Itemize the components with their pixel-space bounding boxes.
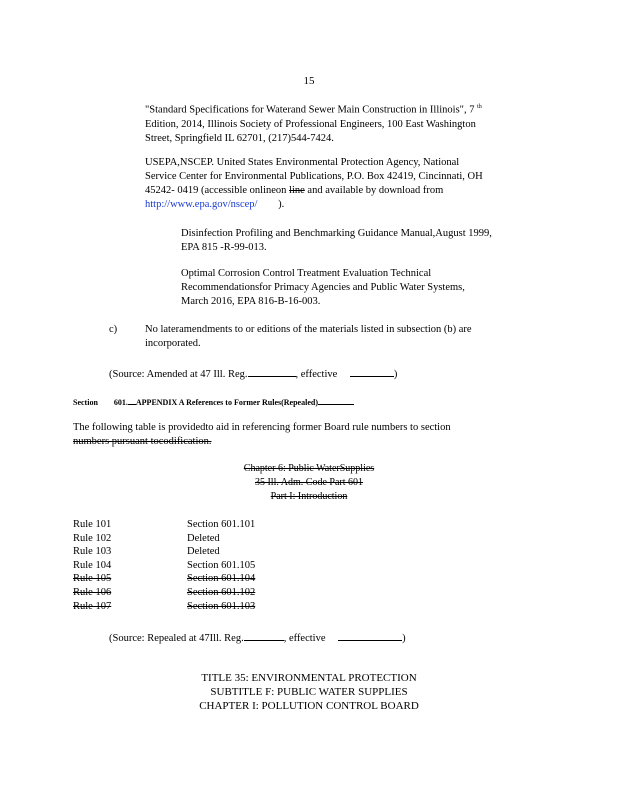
ref-line: 45242- 0419 (accessible onlineon [145, 185, 287, 196]
source-note-repealed [109, 630, 406, 646]
item-c-line: No lateramendments to or editions of the materials listed in subsection (b) are [145, 324, 472, 335]
section-word: Section [73, 398, 98, 407]
source-text: (Source: Repealed at 47Ill. Reg. [109, 633, 244, 644]
rules-table [73, 518, 255, 613]
blank-line [244, 630, 284, 641]
rule-number-cell: Rule 106 [73, 586, 112, 598]
footer-title: TITLE 35: ENVIRONMENTAL PROTECTION [201, 672, 417, 684]
ref-line: Optimal Corrosion Control Treatment Evaluation Technical [181, 268, 432, 279]
reference-standard-specifications [145, 100, 533, 146]
section-number-cell: Section 601.102 [187, 586, 256, 598]
blank-line [128, 396, 136, 405]
ref-line: Recommendationsfor Primacy Agencies and Public Water Systems, [181, 282, 465, 293]
ref-line: USEPA,NSCEP. United States Environmental Protection Agency, National [145, 157, 460, 168]
ref-line: and available by download from [307, 185, 444, 196]
ref-line: ). [278, 199, 285, 210]
section-number-cell: Section 601.105 [187, 559, 256, 571]
item-c-label: c) [109, 324, 118, 335]
reference-usepa [145, 156, 533, 212]
table-row [73, 586, 255, 600]
table-row [73, 532, 255, 546]
ref-line: Edition, 2014, Illinois Society of Professional Engineers, 100 East Washington [145, 118, 476, 130]
section-number-cell: Deleted [187, 532, 220, 544]
blank-line [350, 366, 394, 377]
section-title: APPENDIX A References to Former Rules(Repealed) [135, 398, 318, 407]
section-number: 601. [113, 398, 128, 407]
section-number-cell: Section 601.103 [187, 600, 256, 612]
struck-text: line [289, 185, 305, 196]
table-row [73, 545, 255, 559]
table-heading-code: 35 Ill. Adm. Code Part 601 [254, 477, 364, 488]
rule-number-cell: Rule 104 [73, 559, 112, 571]
ref-line: "Standard Specifications for Waterand Sewer Main Construction in Illinois", 7 [145, 104, 475, 116]
table-row [73, 600, 255, 614]
reference-corrosion-control [181, 267, 501, 309]
section-number-cell: Section 601.101 [187, 519, 256, 530]
table-heading-chapter: Chapter 6: Public WaterSupplies [243, 463, 375, 474]
source-text: , effective [295, 369, 338, 380]
nscep-link[interactable]: http://www.epa.gov/nscep/ [145, 199, 258, 210]
page-number: 15 [303, 75, 315, 87]
reference-disinfection-manual [181, 227, 533, 255]
source-text: , effective [283, 633, 326, 644]
rule-number-cell: Rule 103 [73, 546, 112, 558]
ref-line: Street, Springfield IL 62701, (217)544-7424. [145, 132, 334, 144]
ref-superscript: th [477, 104, 482, 110]
ref-line: Service Center for Environmental Publications, P.O. Box 42419, Cincinnati, OH [145, 171, 483, 182]
table-row [73, 572, 255, 586]
repealed-paragraph [73, 421, 501, 449]
blank-line [318, 396, 354, 405]
section-number-cell: Section 601.104 [187, 573, 256, 585]
source-note-amended [109, 366, 397, 382]
item-c-line: incorporated. [145, 338, 201, 349]
source-text: ) [402, 633, 406, 644]
table-heading-part: Part I: Introduction [270, 491, 348, 502]
section-number-cell: Deleted [187, 546, 220, 558]
paragraph-line-struck: numbers pursuant tocodification. [73, 436, 212, 447]
section-heading [73, 396, 354, 410]
footer-chapter: CHAPTER I: POLLUTION CONTROL BOARD [199, 700, 419, 712]
source-text: (Source: Amended at 47 Ill. Reg. [109, 369, 248, 380]
table-row [73, 518, 255, 532]
ref-line: Disinfection Profiling and Benchmarking Guidance Manual,August 1999, [181, 228, 492, 239]
blank-line [338, 630, 402, 641]
rule-number-cell: Rule 102 [73, 532, 112, 544]
paragraph-line: The following table is providedto aid in referencing former Board rule numbers to section [73, 422, 451, 433]
table-row [73, 559, 255, 573]
rule-number-cell: Rule 105 [73, 573, 112, 585]
blank-line [248, 366, 296, 377]
item-c-text [145, 323, 517, 351]
footer-subtitle: SUBTITLE F: PUBLIC WATER SUPPLIES [210, 686, 408, 698]
rule-number-cell: Rule 101 [73, 519, 112, 530]
rule-number-cell: Rule 107 [73, 600, 112, 612]
ref-line: EPA 815 -R-99-013. [181, 242, 267, 253]
source-text: ) [393, 369, 398, 380]
ref-line: March 2016, EPA 816-B-16-003. [181, 296, 321, 307]
